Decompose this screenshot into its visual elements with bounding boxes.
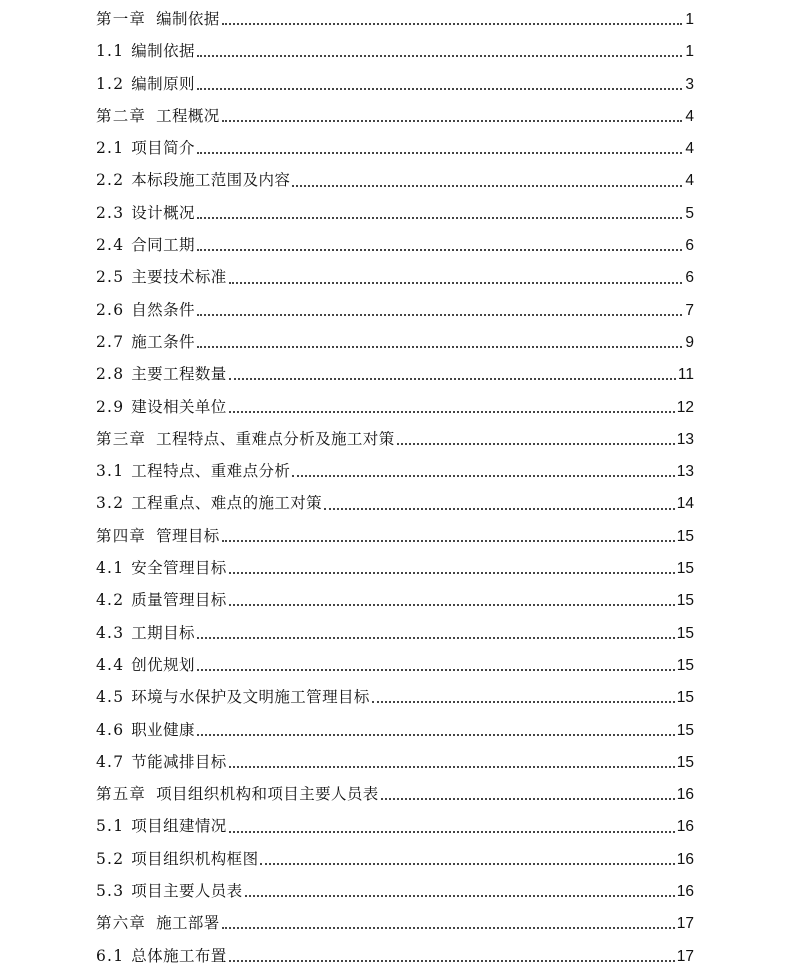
toc-section-entry[interactable] bbox=[96, 875, 694, 907]
toc-dot-leader bbox=[292, 475, 674, 477]
toc-entry-number: 4.7 bbox=[96, 752, 125, 771]
toc-page-number: 1 bbox=[685, 11, 694, 28]
toc-entry-title: 合同工期 bbox=[131, 236, 195, 255]
toc-entry-number: 4.5 bbox=[96, 688, 125, 707]
toc-dot-leader bbox=[229, 960, 675, 962]
toc-dot-leader bbox=[245, 895, 675, 897]
toc-entry-number: 第一章 bbox=[96, 10, 147, 28]
toc-entry-title: 创优规划 bbox=[131, 655, 195, 674]
toc-entry-title: 自然条件 bbox=[131, 300, 195, 319]
toc-entry-number: 2.8 bbox=[96, 365, 125, 384]
toc-page-number: 13 bbox=[676, 463, 694, 481]
toc-entry-title: 工程特点、重难点分析 bbox=[131, 462, 291, 481]
toc-entry-title: 项目主要人员表 bbox=[131, 882, 243, 901]
toc-entry-number: 第二章 bbox=[96, 106, 147, 125]
toc-section-entry[interactable] bbox=[96, 746, 694, 778]
toc-section-entry[interactable] bbox=[96, 391, 694, 423]
toc-page-number: 16 bbox=[676, 818, 694, 836]
toc-entry-title: 编制原则 bbox=[131, 74, 195, 93]
toc-entry-title: 项目组建情况 bbox=[131, 817, 227, 836]
toc-dot-leader bbox=[229, 604, 675, 606]
toc-section-entry[interactable] bbox=[96, 294, 694, 326]
toc-entry-title: 主要技术标准 bbox=[131, 268, 227, 287]
toc-dot-leader bbox=[222, 23, 682, 25]
toc-entry-title: 节能减排目标 bbox=[131, 752, 227, 771]
toc-dot-leader bbox=[222, 927, 675, 929]
toc-page-number: 16 bbox=[676, 786, 694, 804]
toc-section-entry[interactable] bbox=[96, 68, 694, 100]
toc-entry-title: 安全管理目标 bbox=[131, 559, 227, 578]
toc-entry-number: 2.7 bbox=[96, 332, 125, 351]
toc-page-number: 12 bbox=[676, 398, 694, 416]
toc-section-entry[interactable] bbox=[96, 584, 694, 616]
table-of-contents bbox=[96, 3, 694, 972]
toc-entry-number: 5.3 bbox=[96, 882, 125, 901]
toc-chapter-entry[interactable] bbox=[96, 778, 694, 810]
toc-entry-title: 编制依据 bbox=[156, 10, 220, 28]
toc-entry-number: 4.6 bbox=[96, 720, 125, 739]
toc-page-number: 17 bbox=[676, 947, 694, 965]
toc-dot-leader bbox=[229, 282, 682, 284]
toc-entry-title: 设计概况 bbox=[131, 203, 195, 222]
toc-entry-title: 建设相关单位 bbox=[131, 397, 227, 416]
toc-section-entry[interactable] bbox=[96, 552, 694, 584]
toc-dot-leader bbox=[197, 152, 682, 154]
toc-dot-leader bbox=[292, 185, 682, 187]
toc-section-entry[interactable] bbox=[96, 617, 694, 649]
toc-section-entry[interactable] bbox=[96, 810, 694, 842]
toc-dot-leader bbox=[197, 314, 682, 316]
toc-entry-title: 项目简介 bbox=[131, 139, 195, 158]
toc-page-number: 6 bbox=[685, 269, 694, 287]
toc-entry-title: 工期目标 bbox=[131, 623, 195, 642]
toc-dot-leader bbox=[372, 701, 675, 703]
toc-dot-leader bbox=[397, 443, 675, 445]
toc-dot-leader bbox=[197, 669, 675, 671]
toc-section-entry[interactable] bbox=[96, 455, 694, 487]
toc-page-number: 3 bbox=[685, 75, 694, 93]
toc-dot-leader bbox=[229, 572, 675, 574]
toc-dot-leader bbox=[260, 863, 674, 865]
toc-entry-title: 编制依据 bbox=[131, 42, 195, 61]
toc-entry-number: 1.2 bbox=[96, 74, 125, 93]
toc-entry-number: 4.4 bbox=[96, 655, 125, 674]
toc-chapter-entry[interactable] bbox=[96, 3, 694, 35]
toc-section-entry[interactable] bbox=[96, 326, 694, 358]
toc-page-number: 4 bbox=[685, 140, 694, 158]
toc-dot-leader bbox=[222, 540, 675, 542]
toc-entry-title: 工程概况 bbox=[156, 106, 220, 125]
toc-page-number: 11 bbox=[677, 366, 694, 384]
toc-page-number: 16 bbox=[676, 883, 694, 901]
toc-dot-leader bbox=[197, 217, 682, 219]
toc-entry-title: 施工条件 bbox=[131, 332, 195, 351]
toc-entry-number: 2.1 bbox=[96, 139, 125, 158]
toc-entry-title: 管理目标 bbox=[156, 526, 220, 545]
toc-entry-number: 2.4 bbox=[96, 236, 125, 255]
toc-dot-leader bbox=[324, 508, 675, 510]
toc-entry-number: 2.9 bbox=[96, 397, 125, 416]
toc-entry-number: 第五章 bbox=[96, 785, 147, 804]
toc-dot-leader bbox=[197, 637, 675, 639]
toc-entry-number: 6.1 bbox=[96, 946, 125, 965]
toc-page-number: 13 bbox=[676, 430, 694, 448]
toc-entry-number: 第四章 bbox=[96, 526, 147, 545]
toc-page-number: 7 bbox=[685, 301, 694, 319]
toc-entry-title: 主要工程数量 bbox=[131, 365, 227, 384]
toc-dot-leader bbox=[222, 120, 682, 122]
toc-dot-leader bbox=[197, 55, 682, 57]
toc-dot-leader bbox=[229, 411, 675, 413]
toc-page-number: 15 bbox=[676, 656, 694, 674]
toc-page-number: 15 bbox=[676, 624, 694, 642]
toc-dot-leader bbox=[197, 88, 682, 90]
toc-page-number: 15 bbox=[676, 689, 694, 707]
toc-page-number: 4 bbox=[685, 107, 694, 125]
toc-dot-leader bbox=[229, 831, 675, 833]
toc-entry-number: 1.1 bbox=[96, 42, 125, 61]
toc-entry-number: 2.6 bbox=[96, 300, 125, 319]
toc-section-entry[interactable] bbox=[96, 649, 694, 681]
toc-section-entry[interactable] bbox=[96, 940, 694, 972]
toc-entry-number: 2.3 bbox=[96, 203, 125, 222]
toc-page-number: 6 bbox=[685, 237, 694, 255]
toc-entry-title: 总体施工布置 bbox=[131, 946, 227, 965]
toc-page-number: 4 bbox=[685, 172, 694, 190]
toc-dot-leader bbox=[197, 734, 675, 736]
toc-entry-number: 4.1 bbox=[96, 559, 125, 578]
toc-entry-title: 本标段施工范围及内容 bbox=[131, 171, 291, 190]
toc-section-entry[interactable] bbox=[96, 261, 694, 293]
toc-entry-number: 3.2 bbox=[96, 494, 125, 513]
toc-chapter-entry[interactable] bbox=[96, 100, 694, 132]
toc-chapter-entry[interactable] bbox=[96, 520, 694, 552]
toc-page-number: 5 bbox=[685, 204, 694, 222]
toc-dot-leader bbox=[229, 766, 675, 768]
toc-entry-title: 项目组织机构和项目主要人员表 bbox=[156, 785, 379, 804]
toc-section-entry[interactable] bbox=[96, 164, 694, 196]
toc-section-entry[interactable] bbox=[96, 132, 694, 164]
toc-entry-title: 工程重点、难点的施工对策 bbox=[131, 494, 323, 513]
toc-entry-number: 2.2 bbox=[96, 171, 125, 190]
toc-entry-title: 职业健康 bbox=[131, 720, 195, 739]
toc-entry-number: 5.2 bbox=[96, 849, 125, 868]
toc-section-entry[interactable] bbox=[96, 35, 694, 67]
toc-entry-number: 3.1 bbox=[96, 462, 125, 481]
toc-page-number: 17 bbox=[676, 915, 694, 933]
toc-entry-title: 施工部署 bbox=[156, 914, 220, 933]
toc-section-entry[interactable] bbox=[96, 681, 694, 713]
toc-page-number: 1 bbox=[685, 43, 694, 61]
toc-dot-leader bbox=[197, 346, 682, 348]
toc-entry-number: 2.5 bbox=[96, 268, 125, 287]
toc-entry-number: 4.3 bbox=[96, 623, 125, 642]
toc-entry-title: 环境与水保护及文明施工管理目标 bbox=[131, 688, 370, 707]
toc-chapter-entry[interactable] bbox=[96, 423, 694, 455]
toc-section-entry[interactable] bbox=[96, 229, 694, 261]
toc-dot-leader bbox=[229, 378, 676, 380]
toc-entry-number: 第六章 bbox=[96, 914, 147, 933]
toc-page-number: 15 bbox=[676, 753, 694, 771]
toc-entry-number: 5.1 bbox=[96, 817, 125, 836]
toc-entry-number: 4.2 bbox=[96, 591, 125, 610]
toc-page-number: 15 bbox=[676, 560, 694, 578]
toc-section-entry[interactable] bbox=[96, 714, 694, 746]
toc-dot-leader bbox=[197, 249, 682, 251]
toc-section-entry[interactable] bbox=[96, 843, 694, 875]
toc-section-entry[interactable] bbox=[96, 487, 694, 519]
toc-entry-title: 工程特点、重难点分析及施工对策 bbox=[156, 429, 395, 448]
toc-section-entry[interactable] bbox=[96, 358, 694, 390]
toc-page-number: 15 bbox=[676, 721, 694, 739]
toc-page-number: 16 bbox=[676, 850, 694, 868]
toc-entry-title: 质量管理目标 bbox=[131, 591, 227, 610]
toc-section-entry[interactable] bbox=[96, 197, 694, 229]
toc-chapter-entry[interactable] bbox=[96, 907, 694, 939]
toc-page-number: 15 bbox=[676, 527, 694, 545]
toc-entry-title: 项目组织机构框图 bbox=[131, 849, 259, 868]
toc-page-number: 14 bbox=[676, 495, 694, 513]
toc-page-number: 9 bbox=[685, 333, 694, 351]
toc-page-number: 15 bbox=[676, 592, 694, 610]
toc-dot-leader bbox=[381, 798, 675, 800]
toc-entry-number: 第三章 bbox=[96, 429, 147, 448]
